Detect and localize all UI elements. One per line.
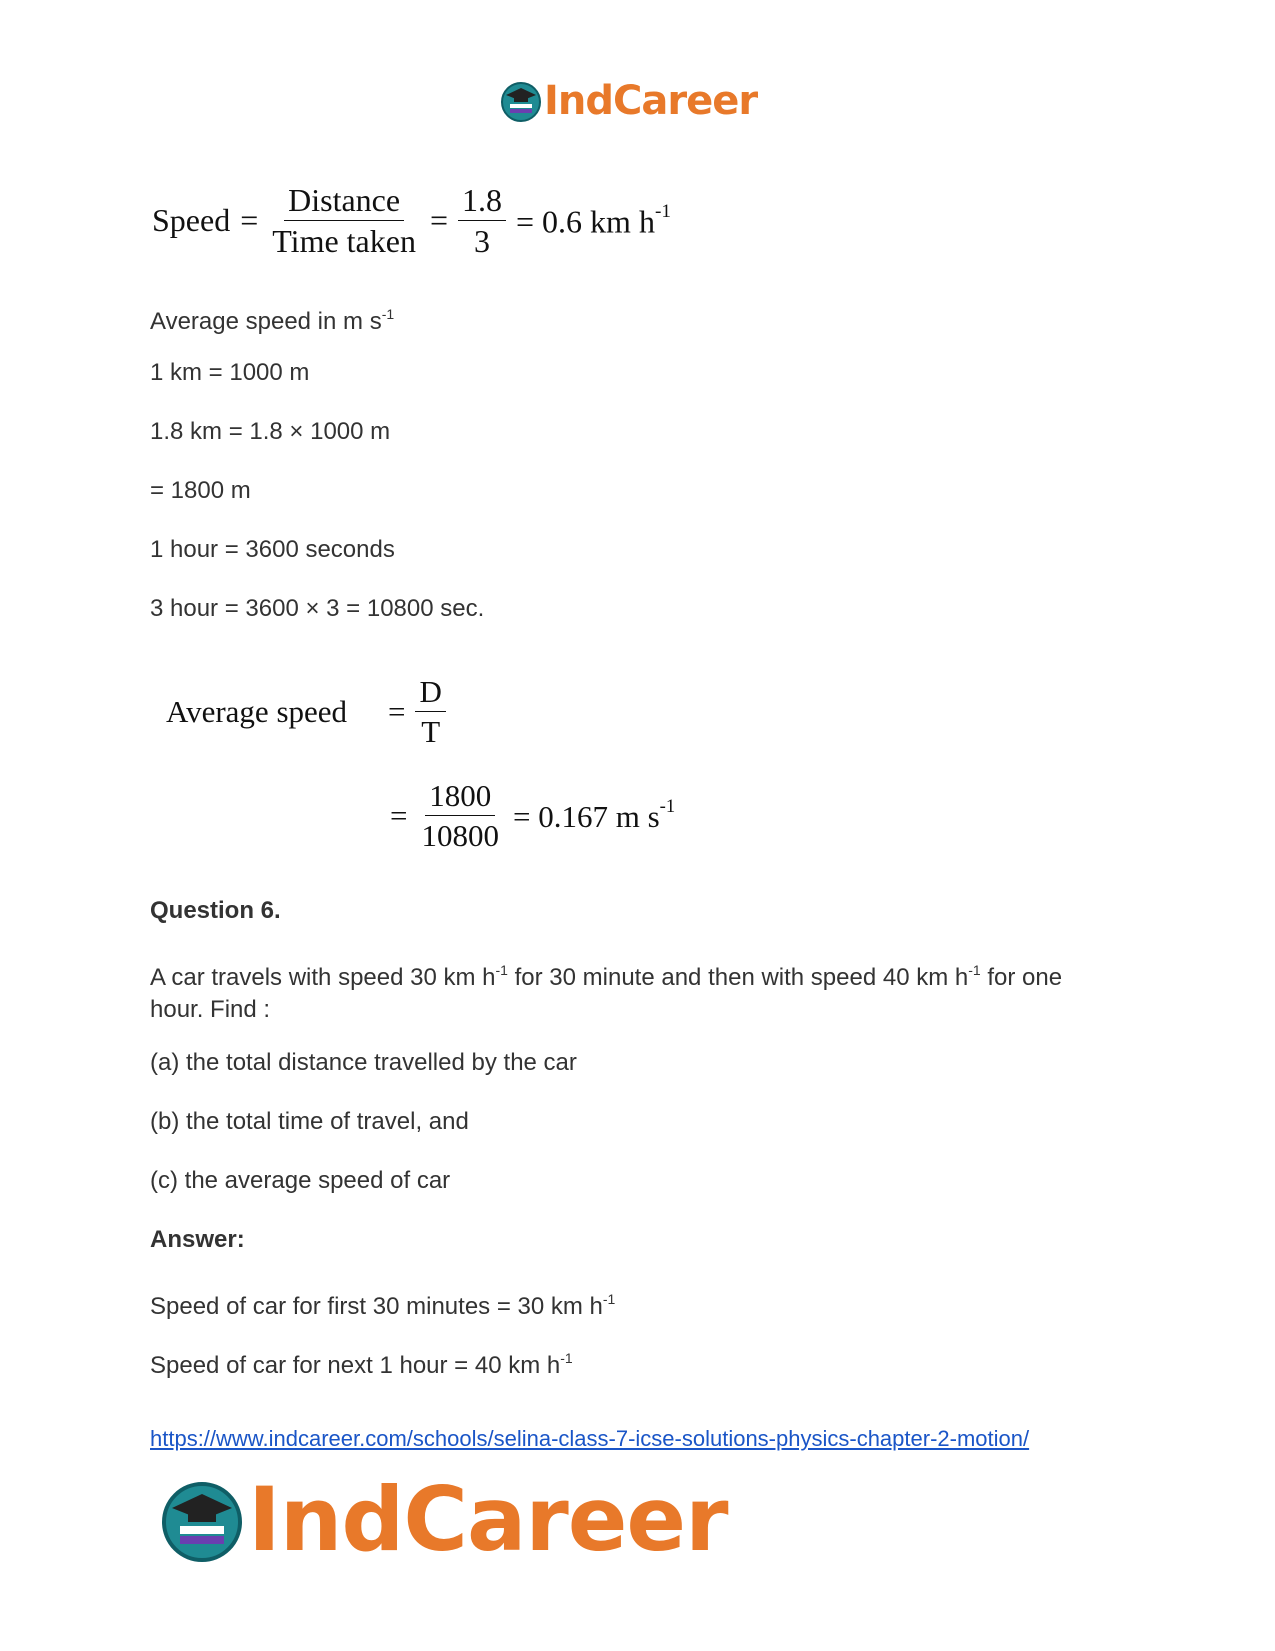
text-line: 1 hour = 3600 seconds	[150, 536, 395, 563]
question-part-c: (c) the average speed of car	[150, 1167, 451, 1194]
graduation-cap-icon	[160, 1478, 244, 1562]
question-text: A car travels with speed 30 km $h^{-1}$ for 30 minute and then with speed 40 km $h^{-1}$ for one hour. Find :	[150, 962, 1063, 1023]
eq-equals: =	[429, 202, 448, 238]
header-logo	[500, 78, 757, 124]
fraction-distance-time	[268, 184, 420, 257]
text-line: 1 km = 1000 m	[150, 359, 310, 386]
answer-line: Speed of car for next 1 hour = 40 km $h^{-1}$	[150, 1350, 573, 1379]
average-speed-equation-2	[390, 780, 675, 851]
text-line: 1.8 km = 1.8 × 1000 m	[150, 418, 391, 445]
question-part-b: (b) the total time of travel, and	[150, 1108, 469, 1135]
answer-title: Answer:	[150, 1226, 245, 1253]
fraction-numerator: D	[415, 676, 445, 712]
text-line: = 1800 m	[150, 477, 251, 504]
text-line: Average speed in m $s^{-1}$	[150, 306, 395, 335]
eq-lhs: Average speed	[166, 693, 348, 729]
eq-lhs: Speed	[152, 202, 231, 238]
fraction-denominator: T	[421, 714, 441, 749]
eq-equals: =	[390, 797, 408, 833]
fraction-values	[417, 780, 503, 851]
fraction-denominator: 10800	[421, 818, 499, 853]
answer-line: Speed of car for first 30 minutes = 30 km $h^{-1}$	[150, 1291, 616, 1320]
question-title: Question 6.	[150, 897, 281, 924]
fraction-values	[458, 184, 506, 257]
fraction-numerator: Distance	[284, 184, 404, 221]
logo-text: IndCareer	[544, 78, 758, 124]
source-link[interactable]: https://www.indcareer.com/schools/selina-class-7-icse-solutions-physics-chapter-2-motion/	[150, 1426, 1030, 1451]
text-line: 3 hour = 3600 × 3 = 10800 sec.	[150, 595, 485, 622]
fraction-denominator: 3	[474, 223, 490, 259]
eq-result: = 0.167 m $s^{-1}$	[512, 796, 676, 834]
fraction-numerator: 1.8	[458, 184, 506, 221]
eq-result: = 0.6 km $h^{-1}$	[516, 200, 671, 240]
footer-logo	[160, 1468, 728, 1571]
fraction-numerator: 1800	[425, 780, 495, 816]
graduation-cap-icon	[500, 80, 542, 122]
average-speed-equation-1	[166, 676, 456, 747]
fraction-denominator: Time taken	[272, 223, 416, 259]
eq-equals: =	[240, 202, 259, 238]
fraction-d-over-t	[415, 676, 445, 747]
logo-text: IndCareer	[248, 1468, 728, 1571]
speed-equation	[152, 184, 671, 257]
eq-equals: =	[388, 693, 406, 729]
question-part-a: (a) the total distance travelled by the car	[150, 1049, 577, 1076]
